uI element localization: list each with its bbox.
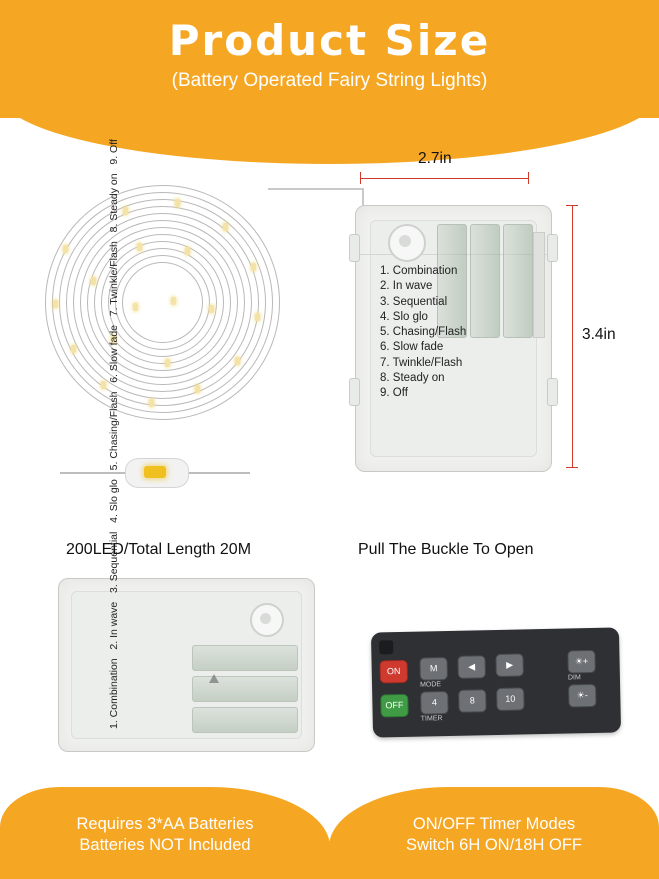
power-switch-button-landscape[interactable] [250, 603, 284, 637]
remote-button-next[interactable]: ▶ [495, 653, 523, 677]
footer-left-line1: Requires 3*AA Batteries [76, 815, 254, 833]
width-dimension-line [360, 178, 528, 179]
battery-box-clip-left-bottom [349, 378, 360, 406]
battery-box-clip-left-top [349, 234, 360, 262]
led-spec-label: 200LED/Total Length 20M [66, 541, 252, 558]
mode-item: 4. Slo glo [108, 479, 120, 523]
mode-item: 2. In wave [108, 601, 120, 650]
height-dimension-tick-bottom [566, 467, 578, 468]
remote-button-on[interactable]: ON [380, 660, 408, 684]
lead-wire [268, 188, 364, 190]
buckle-arrow-icon [209, 674, 219, 683]
mode-item: 9. Off [108, 139, 120, 165]
footer-left-text [0, 814, 330, 856]
remote-label-dim: DIM [567, 674, 581, 682]
mode-item: 1. Combination [108, 658, 120, 729]
remote-label-mode: MODE [419, 681, 442, 689]
width-dimension-tick-right [528, 172, 529, 184]
footer-right-text [329, 814, 659, 856]
mode-item: 2. In wave [380, 280, 433, 293]
footer-left-line2: Batteries NOT Included [79, 836, 251, 854]
mode-item: 4. Slo glo [380, 310, 428, 323]
remote-control [371, 627, 621, 737]
mode-item: 3. Sequential [380, 295, 448, 308]
footer-right-line1: ON/OFF Timer Modes [412, 815, 576, 833]
mode-item: 9. Off [380, 387, 408, 400]
mode-item: 7. Twinkle/Flash [108, 241, 120, 317]
header-curve [0, 94, 659, 164]
mode-item: 1. Combination [380, 265, 458, 277]
mode-list-upright [380, 264, 466, 402]
remote-button-off[interactable]: OFF [380, 694, 408, 718]
page-title: Product Size [168, 16, 491, 65]
height-dimension-line [572, 205, 573, 467]
mode-item: 8. Steady on [108, 173, 120, 233]
remote-button-timer-10h[interactable]: 10 [496, 687, 524, 711]
footer-right-line2: Switch 6H ON/18H OFF [405, 836, 583, 854]
footer-banner-left [0, 787, 330, 879]
led-chip [144, 466, 166, 478]
mode-item: 7. Twinkle/Flash [380, 356, 463, 369]
remote-button-timer-4h[interactable]: 4 [420, 691, 448, 715]
single-led-closeup [60, 450, 250, 494]
remote-button-prev[interactable]: ◀ [457, 655, 485, 679]
ir-emitter-icon [379, 640, 393, 654]
remote-button-brightness-down[interactable]: ☀- [568, 684, 596, 708]
remote-button-brightness-up[interactable]: ☀+ [567, 650, 595, 674]
footer-banner-right [329, 787, 659, 879]
width-dimension-tick-left [360, 172, 361, 184]
string-light-coil [45, 185, 280, 420]
battery-box-clip-right-bottom [547, 378, 558, 406]
battery-box-clip-right-top [547, 234, 558, 262]
page-subtitle: (Battery Operated Fairy String Lights) [171, 70, 488, 91]
mode-item: 5. Chasing/Flash [108, 391, 120, 471]
battery-box-upright [355, 205, 552, 472]
mode-item: 8. Steady on [380, 372, 445, 385]
remote-label-timer: TIMER [420, 715, 443, 723]
height-dimension-label: 3.4in [582, 326, 616, 343]
mode-item: 6. Slow fade [108, 324, 120, 383]
height-dimension-tick-top [566, 205, 578, 206]
buckle-label: Pull The Buckle To Open [358, 541, 534, 558]
mode-item: 3. Sequential [108, 531, 120, 593]
mode-item: 5. Chasing/Flash [380, 326, 467, 339]
mode-item: 6. Slow fade [380, 341, 444, 354]
width-dimension-label: 2.7in [418, 150, 452, 167]
power-switch-button[interactable] [388, 224, 426, 262]
remote-button-timer-8h[interactable]: 8 [458, 689, 486, 713]
remote-button-mode[interactable]: M [419, 657, 447, 681]
